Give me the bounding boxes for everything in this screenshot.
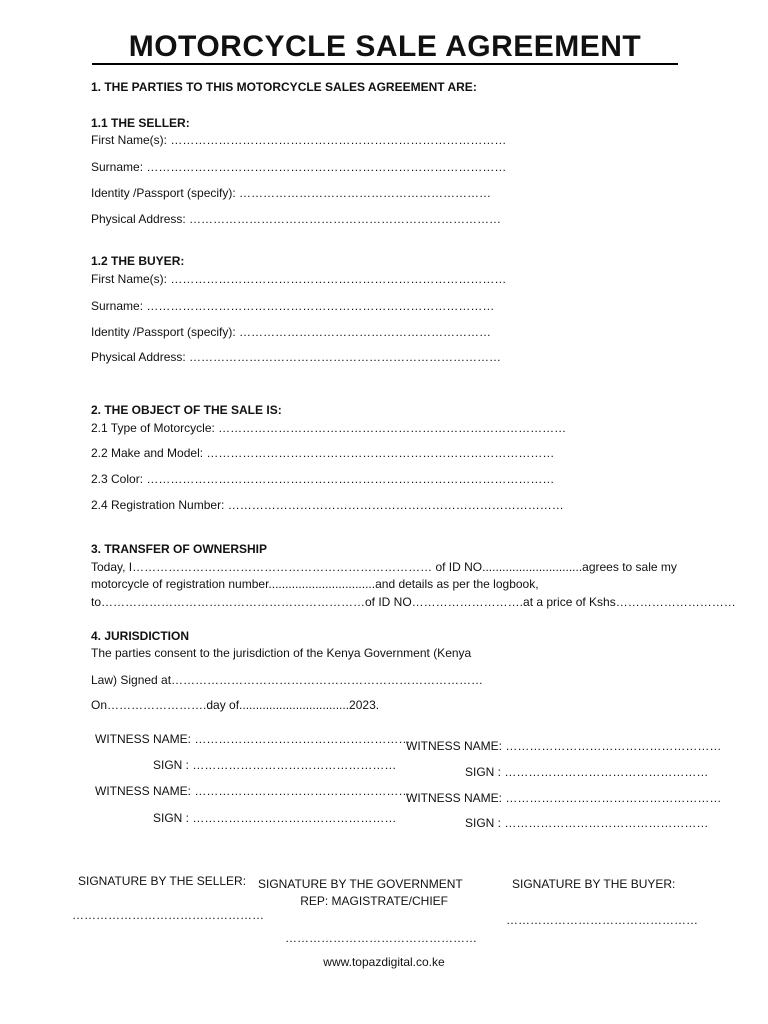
witness-sign-field[interactable]: SIGN : ……………………………………………	[153, 811, 397, 825]
seller-heading: 1.1 THE SELLER:	[91, 116, 190, 130]
motorcycle-type-field[interactable]: 2.1 Type of Motorcycle: ……………………………………………………………………………	[91, 421, 567, 435]
government-signature-label: SIGNATURE BY THE GOVERNMENT	[258, 877, 463, 891]
witness-sign-field[interactable]: SIGN : ……………………………………………	[465, 816, 709, 830]
buyer-heading: 1.2 THE BUYER:	[91, 254, 185, 268]
seller-first-name-field[interactable]: First Name(s): …………………………………………………………………………	[91, 133, 507, 147]
date-field[interactable]: On…………………….day of.................................2023.	[91, 698, 380, 712]
section-1-heading: 1. THE PARTIES TO THIS MOTORCYCLE SALES AGREEMENT ARE:	[91, 80, 477, 94]
seller-signature-line[interactable]: …………………………………………	[72, 908, 264, 922]
section-4-heading: 4. JURISDICTION	[91, 629, 190, 643]
section-2-heading: 2. THE OBJECT OF THE SALE IS:	[91, 403, 282, 417]
signed-at-field[interactable]: Law) Signed at……………………………………………………………………	[91, 673, 484, 687]
witness-sign-field[interactable]: SIGN : ……………………………………………	[153, 758, 397, 772]
seller-identity-field[interactable]: Identity /Passport (specify): ………………………………………………………	[91, 186, 492, 200]
witness-name-field[interactable]: WITNESS NAME: ………………………………………………	[95, 732, 411, 746]
buyer-address-field[interactable]: Physical Address: ……………………………………………………………………	[91, 350, 502, 364]
registration-number-field[interactable]: 2.4 Registration Number: …………………………………………………………………………	[91, 498, 564, 512]
government-signature-line[interactable]: …………………………………………	[285, 931, 477, 945]
seller-signature-label: SIGNATURE BY THE SELLER:	[78, 874, 247, 888]
government-rep-label: REP: MAGISTRATE/CHIEF	[300, 894, 448, 908]
buyer-first-name-field[interactable]: First Name(s): …………………………………………………………………………	[91, 272, 507, 286]
footer-website-link[interactable]: www.topazdigital.co.ke	[323, 955, 445, 969]
witness-name-field[interactable]: WITNESS NAME: ………………………………………………	[95, 784, 411, 798]
jurisdiction-text: The parties consent to the jurisdiction of the Kenya Government (Kenya	[91, 646, 472, 660]
witness-name-field[interactable]: WITNESS NAME: ………………………………………………	[406, 791, 722, 805]
buyer-signature-line[interactable]: …………………………………………	[506, 913, 698, 927]
section-3-heading: 3. TRANSFER OF OWNERSHIP	[91, 542, 268, 556]
buyer-signature-label: SIGNATURE BY THE BUYER:	[512, 877, 676, 891]
seller-address-field[interactable]: Physical Address: ……………………………………………………………………	[91, 212, 502, 226]
transfer-line-1[interactable]: Today, I………………………………………………………………… of ID NO..............................agrees to sale my	[91, 560, 677, 574]
color-field[interactable]: 2.3 Color: …………………………………………………………………………………………	[91, 472, 555, 486]
make-model-field[interactable]: 2.2 Make and Model: ……………………………………………………………………………	[91, 446, 555, 460]
transfer-line-3[interactable]: to…………………………………………………………of ID NO……………………….at a price of Kshs…………………………	[91, 595, 736, 609]
buyer-identity-field[interactable]: Identity /Passport (specify): ………………………………………………………	[91, 325, 492, 339]
witness-sign-field[interactable]: SIGN : ……………………………………………	[465, 765, 709, 779]
buyer-surname-field[interactable]: Surname: ……………………………………………………………………………	[91, 299, 495, 313]
witness-name-field[interactable]: WITNESS NAME: ………………………………………………	[406, 739, 722, 753]
seller-surname-field[interactable]: Surname: ………………………………………………………………………………	[91, 160, 507, 174]
document-title: MOTORCYCLE SALE AGREEMENT	[92, 30, 678, 65]
transfer-line-2[interactable]: motorcycle of registration number................................and details as per the logbook,	[91, 577, 539, 591]
